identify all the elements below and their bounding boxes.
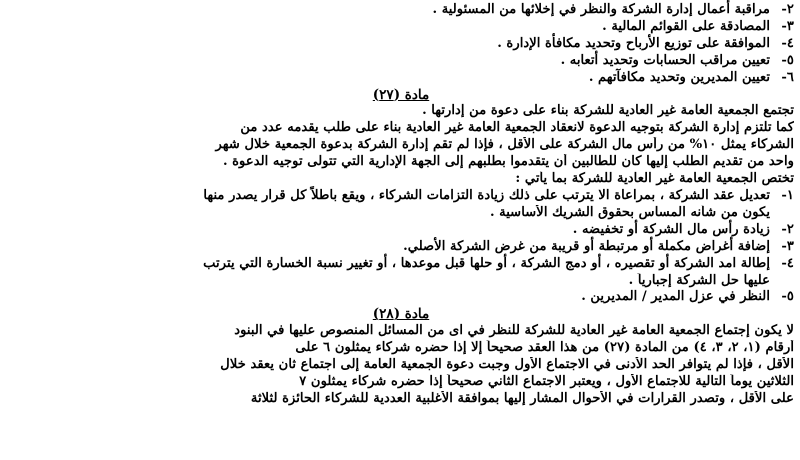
extraordinary-assembly-powers-list: [8, 188, 794, 306]
list-item: ٤- إطالة امد الشركة أو تقصيره ، أو دمج الشركة ، أو حلها قبل موعدها ، أو تغيير نسبة الخسارة التي يترتب: [203, 255, 794, 271]
list-item: ٣- المصادقة على القوائم المالية .: [602, 18, 794, 34]
list-item: ٢- مراقبة أعمال إدارة الشركة والنظر في إخلائها من المسئولية .: [432, 2, 794, 17]
article-28-heading: مادة (٢٨): [372, 306, 430, 323]
article-28-paragraph-line: الثلاثين يوماً التالية للاجتماع الأول ، ويعتبر الاجتماع الثاني صحيحاً إذا حضره شركاء يمثلون ٧: [299, 373, 794, 389]
list-item: ٦- تعيين المديرين وتحديد مكافآتهم .: [588, 69, 794, 85]
document-body: [8, 2, 794, 408]
ordinary-assembly-powers-list: [8, 2, 794, 87]
article-27-heading: مادة (٢٧): [372, 86, 430, 103]
article-28-paragraph-line: أرقام (١، ٢، ٣، ٤) من المادة (٢٧) من هذا العقد صحيحاً إلا إذا حضره شركاء يمثلون ٦ على: [295, 340, 794, 356]
article-28-paragraph-line: لا يكون إجتماع الجمعية العامة غير العادية للشركة للنظر في اى من المسائل المنصوص عليها في البنود: [234, 323, 794, 339]
article-27-paragraph-line: تجتمع الجمعية العامة غير العادية للشركة بناء على دعوة من إدارتها .: [422, 103, 794, 119]
list-item-continuation: يكون من شأنه المساس بحقوق الشريك الأساسية .: [489, 204, 770, 220]
article-27-paragraph-line: الشركاء يمثل ١٠% من رأس مال الشركة على الأقل ، فإذا لم تقم إدارة الشركة بدعوة الجمعية خلال شهر: [215, 137, 794, 153]
article-27-paragraph-line: تختص الجمعية العامة غير العادية للشركة بما يأتي :: [515, 171, 794, 187]
article-28-paragraph-line: على الأقل ، وتصدر القرارات في الأحوال المشار إليها بموافقة الأغلبية العددية للشركاء الحائزة لثلاثة: [250, 390, 794, 406]
list-item: ٥- تعيين مراقب الحسابات وتحديد أتعابه .: [560, 52, 794, 68]
article-27-paragraph-line: كما تلتزم إدارة الشركة بتوجيه الدعوة لانعقاد الجمعية العامة غير العادية بناء على طلب يقدمه عدد من: [240, 120, 794, 136]
article-27-paragraph-line: واحد من تقديم الطلب إليها كان للطالبين أن يتقدموا بطلبهم إلى الجهة الإدارية التي تتولى توجيه الدعوة .: [222, 154, 794, 170]
list-item: ١- تعديل عقد الشركة ، بمراعاة الا يترتب على ذلك زيادة التزامات الشركاء ، ويقع باطلاً كل قرار يصدر منها: [203, 187, 794, 203]
list-item-continuation: عليها حل الشركة إجبارياً .: [628, 272, 770, 288]
list-item: ٥- النظر في عزل المدير / المديرين .: [581, 289, 794, 305]
list-item: ٢- زيادة رأس مال الشركة أو تخفيضه .: [572, 221, 794, 237]
article-28-paragraph-line: الأقل ، فإذا لم يتوافر الحد الأدنى في الاجتماع الأول وجبت دعوة الجمعية العامة إلى اجتماع ثان يعقد خلال: [220, 357, 794, 373]
list-item: ٤- الموافقة على توزيع الأرباح وتحديد مكافأة الإدارة .: [497, 35, 794, 51]
list-item: ٣- إضافة أغراض مكملة أو مرتبطة أو قريبة من غرض الشركة الأصلي.: [403, 238, 794, 254]
